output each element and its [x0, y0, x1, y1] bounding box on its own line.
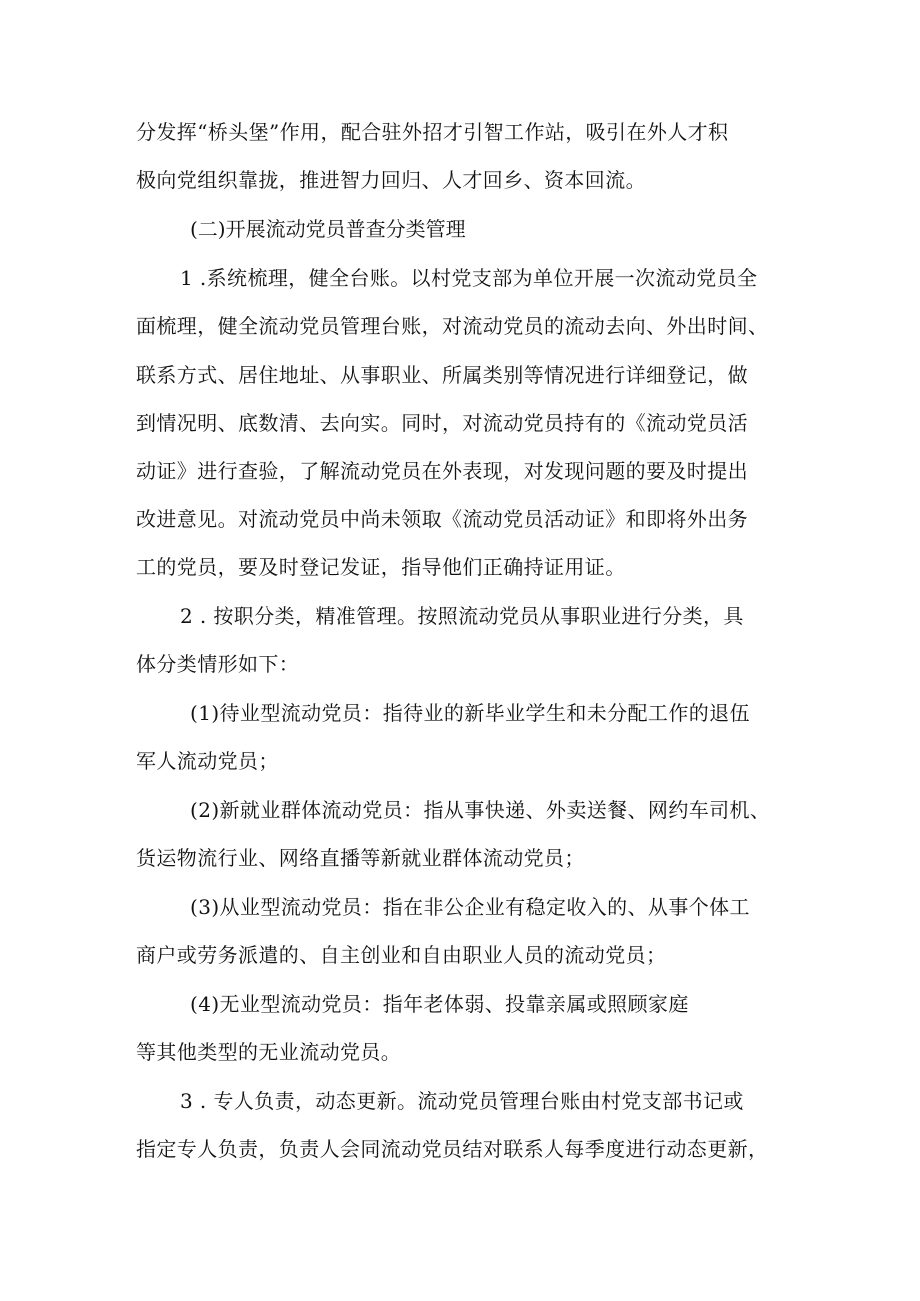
list-item-line: (3)从业型流动党员：指在非公企业有稳定收入的、从事个体工 — [190, 895, 750, 919]
paragraph-line: 面梳理，健全流动党员管理台账，对流动党员的流动去向、外出时间、 — [136, 314, 769, 338]
list-item-line: (1)待业型流动党员：指待业的新毕业学生和未分配工作的退伍 — [190, 701, 750, 725]
list-item-line: (4)无业型流动党员：指年老体弱、投靠亲属或照顾家庭 — [190, 992, 689, 1016]
paragraph-line: 动证》进行查验，了解流动党员在外表现，对发现问题的要及时提出 — [136, 459, 748, 483]
paragraph-line: 2 . 按职分类，精准管理。按照流动党员从事职业进行分类，具 — [180, 604, 744, 628]
paragraph-line: 3 . 专人负责，动态更新。流动党员管理台账由村党支部书记或 — [180, 1089, 744, 1113]
list-item-line: 货运物流行业、网络直播等新就业群体流动党员； — [136, 846, 585, 870]
paragraph-line: 联系方式、居住地址、从事职业、所属类别等情况进行详细登记，做 — [136, 363, 748, 387]
list-item-line: 等其他类型的无业流动党员。 — [136, 1040, 402, 1064]
paragraph-line: 到情况明、底数清、去向实。同时，对流动党员持有的《流动党员活 — [136, 411, 748, 435]
paragraph-line: 改进意见。对流动党员中尚未领取《流动党员活动证》和即将外出务 — [136, 507, 748, 531]
paragraph-line: 极向党组织靠拢，推进智力回归、人才回乡、资本回流。 — [136, 168, 646, 192]
list-item-line: 军人流动党员； — [136, 749, 279, 773]
paragraph-line: 体分类情形如下： — [136, 652, 300, 676]
paragraph-line: 工的党员，要及时登记发证，指导他们正确持证用证。 — [136, 555, 626, 579]
paragraph-line: 指定专人负责，负责人会同流动党员结对联系人每季度进行动态更新， — [136, 1137, 769, 1161]
list-item-line: (2)新就业群体流动党员：指从事快递、外卖送餐、网约车司机、 — [190, 798, 771, 822]
list-item-line: 商户或劳务派遣的、自主创业和自由职业人员的流动党员； — [136, 943, 667, 967]
paragraph-line: 1 .系统梳理，健全台账。以村党支部为单位开展一次流动党员全 — [180, 266, 758, 290]
section-heading: (二)开展流动党员普查分类管理 — [190, 217, 466, 241]
paragraph-line: 分发挥“桥头堡”作用，配合驻外招才引智工作站，吸引在外人才积 — [136, 120, 729, 144]
